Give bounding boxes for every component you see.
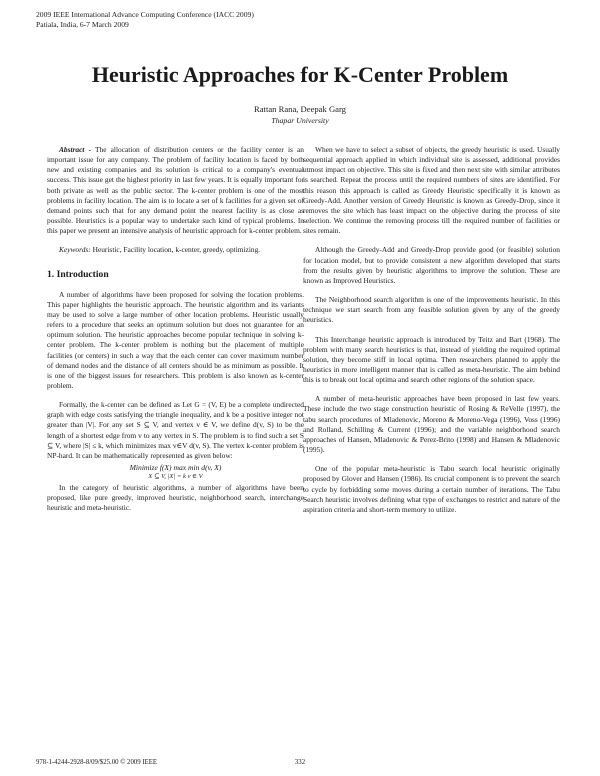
keywords-label: Keywords: bbox=[59, 245, 91, 255]
right-paragraph-6: One of the popular meta-heuristic is Tabu search local heuristic originally proposed by Glover and Hansen (1986). Its crucial component is to prevent the search to cycle by forbidding some moves during a certain number of iterations. The Tabu Search heuristic involves defining what type of exchanges to restrict and nature of the aspiration criteria and short-term memory to utilize. bbox=[303, 464, 560, 514]
right-paragraph-2: Although the Greedy-Add and Greedy-Drop provide good (or feasible) solution for location model, but to provide consistent a new algorithm developed that starts from the results given by heuristic algorithms to improve the solution. These are known as Improved Heuristics. bbox=[303, 245, 560, 285]
right-column bbox=[303, 145, 560, 515]
right-paragraph-3: The Neighborhood search algorithm is one of the improvements heuristic. In this technique we start search from any feasible solution given by any of the greedy heuristics. bbox=[303, 295, 560, 325]
keywords bbox=[47, 245, 304, 255]
formula bbox=[47, 463, 304, 481]
abstract bbox=[47, 145, 304, 236]
left-column bbox=[47, 145, 304, 514]
footer-isbn: 978-1-4244-2928-8/09/$25.00 © 2009 IEEE bbox=[36, 759, 158, 766]
right-paragraph-1: When we have to select a subset of objects, the greedy heuristic is used. Usually sequential approach applied in which individual site is assessed, additional provides utmost impact on objective. This site is fixed and then next site with similar attributes is searched. Repeat the process until the required numbers of sites are identified. For this reason this approach is called as Greedy Heuristic specifically it is known as Greedy-Add. Another version of Greedy Heuristic is known as Greedy-Drop, since it removes the site which has least impact on the objective during the process of site selection. We continue the removing process till the required number of facilities or sites remain. bbox=[303, 145, 560, 236]
keywords-text: Heuristic, Facility location, k-center, greedy, optimizing. bbox=[92, 245, 261, 255]
paper-affiliation: Thapar University bbox=[271, 116, 329, 125]
conference-location: Patiala, India, 6-7 March 2009 bbox=[36, 20, 129, 29]
abstract-label: Abstract - bbox=[59, 145, 92, 154]
right-paragraph-5: A number of meta-heuristic approaches have been proposed in last few years. These include the two stage construction heuristic of Rosing & ReVelle (1997), the tabu search procedures of Mladenovic, Moreno & Moreno-Vega (1996), Voss (1996) and Rolland, Schilling & Current (1996); and the variable neighborhood search approaches of Hansen, Mladenovic & Perez-Brito (1998) and Hansen & Mladenovic (1995). bbox=[303, 394, 560, 455]
page-number: 332 bbox=[294, 759, 306, 766]
intro-paragraph-1: A number of algorithms have been proposed for solving the location problems. This paper highlights the heuristic approach. The heuristic algorithm and its variants may be used to solve a large number of other location problems. Heuristic usually refers to a procedure that seeks an optimum solution but does not guarantee for an optimum solution. The heuristic approaches become popular technique in solving k-center problem. The k-center problem is nothing but the placement of multiple facilities (or centers) in such a way that the each center can cover maximum number of demand nodes and the distance of all centers should be as minimum as possible. It is one of the biggest issues for researchers. This problem is also known as k-center problem. bbox=[47, 289, 304, 390]
formula-line-1: Minimize f(X) max min d(v, X) bbox=[129, 463, 222, 473]
conference-name: 2009 IEEE International Advance Computing Conference (IACC 2009) bbox=[36, 10, 254, 19]
intro-paragraph-2: Formally, the k-center can be defined as Let G = (V, E) be a complete undirected graph with edge costs satisfying the triangle inequality, and k be a positive integer not greater than |V|. For any set S ⊆ V, and vertex v ∈ V, we define d(v, S) to be the length of a shortest edge from v to any vertex in S. The problem is to find such a set S ⊆ V, where |S| ≤ k, which minimizes max v∈V d(v, S). The vertex k-center problem is NP-hard. It can be mathematically represented as given below: bbox=[47, 400, 304, 460]
formula-line-2: X ⊆ V, |X| = k v ∈ V bbox=[148, 473, 203, 481]
abstract-text: The allocation of distribution centers or the facility center is an important issue for any company. The problem of facility location is faced by both new and existing companies and its solution is critical to a company's eventual success. This issue get the highest priority in last few years. It is equally important for both private as well as the public sector. The k-center problem is one of the most problems in facility location. The aim is to locate a set of k facilities for a given set of demand points such that for any demand point the nearest facility is as close as possible. Heuristics is a popular way to undertake such kind of typical problems. In this paper we present an intensive analysis of heuristic approach for k-center problem. bbox=[47, 145, 304, 236]
intro-paragraph-3: In the category of heuristic algorithms, a number of algorithms have been proposed, like pure greedy, improved heuristic, neighborhood search, interchange heuristic and meta-heuristic. bbox=[47, 483, 304, 513]
section-heading-introduction: 1. Introduction bbox=[47, 268, 109, 280]
paper-title: Heuristic Approaches for K-Center Problem bbox=[91, 62, 509, 87]
paper-authors: Rattan Rana, Deepak Garg bbox=[254, 104, 346, 114]
right-paragraph-4: This Interchange heuristic approach is introduced by Teitz and Bart (1968). The problem with many search heuristics is that, instead of yielding the required optimal solution, they become stiff in local optima. Then researchers planned to apply the heuristics in more intelligent manner that is called as meta-heuristic. The aim behind this is to break out local optima and search other regions of the solution space. bbox=[303, 334, 560, 385]
conference-header bbox=[36, 10, 254, 30]
